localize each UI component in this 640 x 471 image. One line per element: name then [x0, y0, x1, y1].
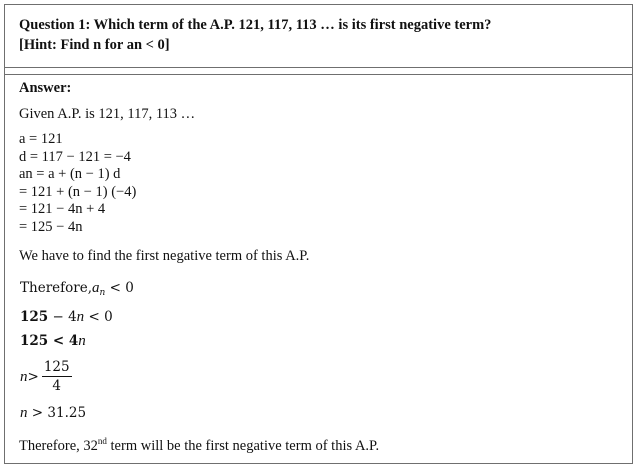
subscript-n: n	[99, 288, 106, 298]
ordinal-suffix: nd	[97, 436, 107, 446]
step-line: an = a + (n − 1) d	[19, 166, 121, 182]
inequality-line-2	[20, 305, 618, 329]
find-statement: We have to find the first negative term of this A.P.	[19, 248, 310, 264]
fraction-denominator: 4	[52, 378, 61, 394]
less-than-zero: < 0	[84, 309, 113, 325]
less-than-zero: < 0	[105, 280, 134, 296]
question-box	[5, 5, 632, 68]
greater-than: >	[27, 369, 39, 385]
inequality-work	[19, 276, 618, 425]
conclusion	[19, 431, 618, 456]
minus-four: − 4	[48, 309, 77, 325]
var-n: n	[20, 405, 28, 421]
inequality-line-5	[20, 401, 618, 425]
conclusion-start: Therefore, 32	[19, 438, 98, 454]
var-n: n	[78, 333, 86, 349]
question-text: Question 1: Which term of the A.P. 121, 117, 113 … is its first negative term?	[19, 17, 492, 33]
num-125-lt-4: 125 < 4	[20, 333, 79, 349]
solution-sheet	[4, 4, 633, 464]
step-line: a = 121	[19, 131, 63, 147]
calculation-steps	[19, 131, 618, 236]
step-line: = 121 − 4n + 4	[19, 201, 106, 217]
inequality-line-3	[20, 329, 618, 353]
fraction	[42, 359, 72, 395]
conclusion-end: term will be the first negative term of this A.P.	[106, 438, 380, 454]
var-a: a	[92, 280, 100, 296]
answer-section	[5, 75, 632, 456]
question-hint: [Hint: Find n for an < 0]	[19, 37, 170, 53]
result-value: > 31.25	[27, 405, 87, 421]
given-statement: Given A.P. is 121, 117, 113 …	[19, 106, 196, 122]
var-n: n	[76, 309, 85, 325]
step-line: = 121 + (n − 1) (−4)	[19, 183, 137, 200]
step-line: d = 117 − 121 = −4	[19, 148, 131, 165]
step-line: = 125 − 4n	[19, 218, 83, 235]
inequality-line-1	[20, 276, 618, 305]
therefore-label: Therefore,	[20, 280, 92, 296]
answer-heading: Answer:	[19, 80, 72, 96]
num-125: 125	[20, 309, 49, 325]
inequality-line-4	[20, 353, 618, 401]
fraction-numerator: 125	[43, 359, 70, 375]
section-divider	[5, 68, 632, 75]
var-n: n	[20, 368, 28, 385]
